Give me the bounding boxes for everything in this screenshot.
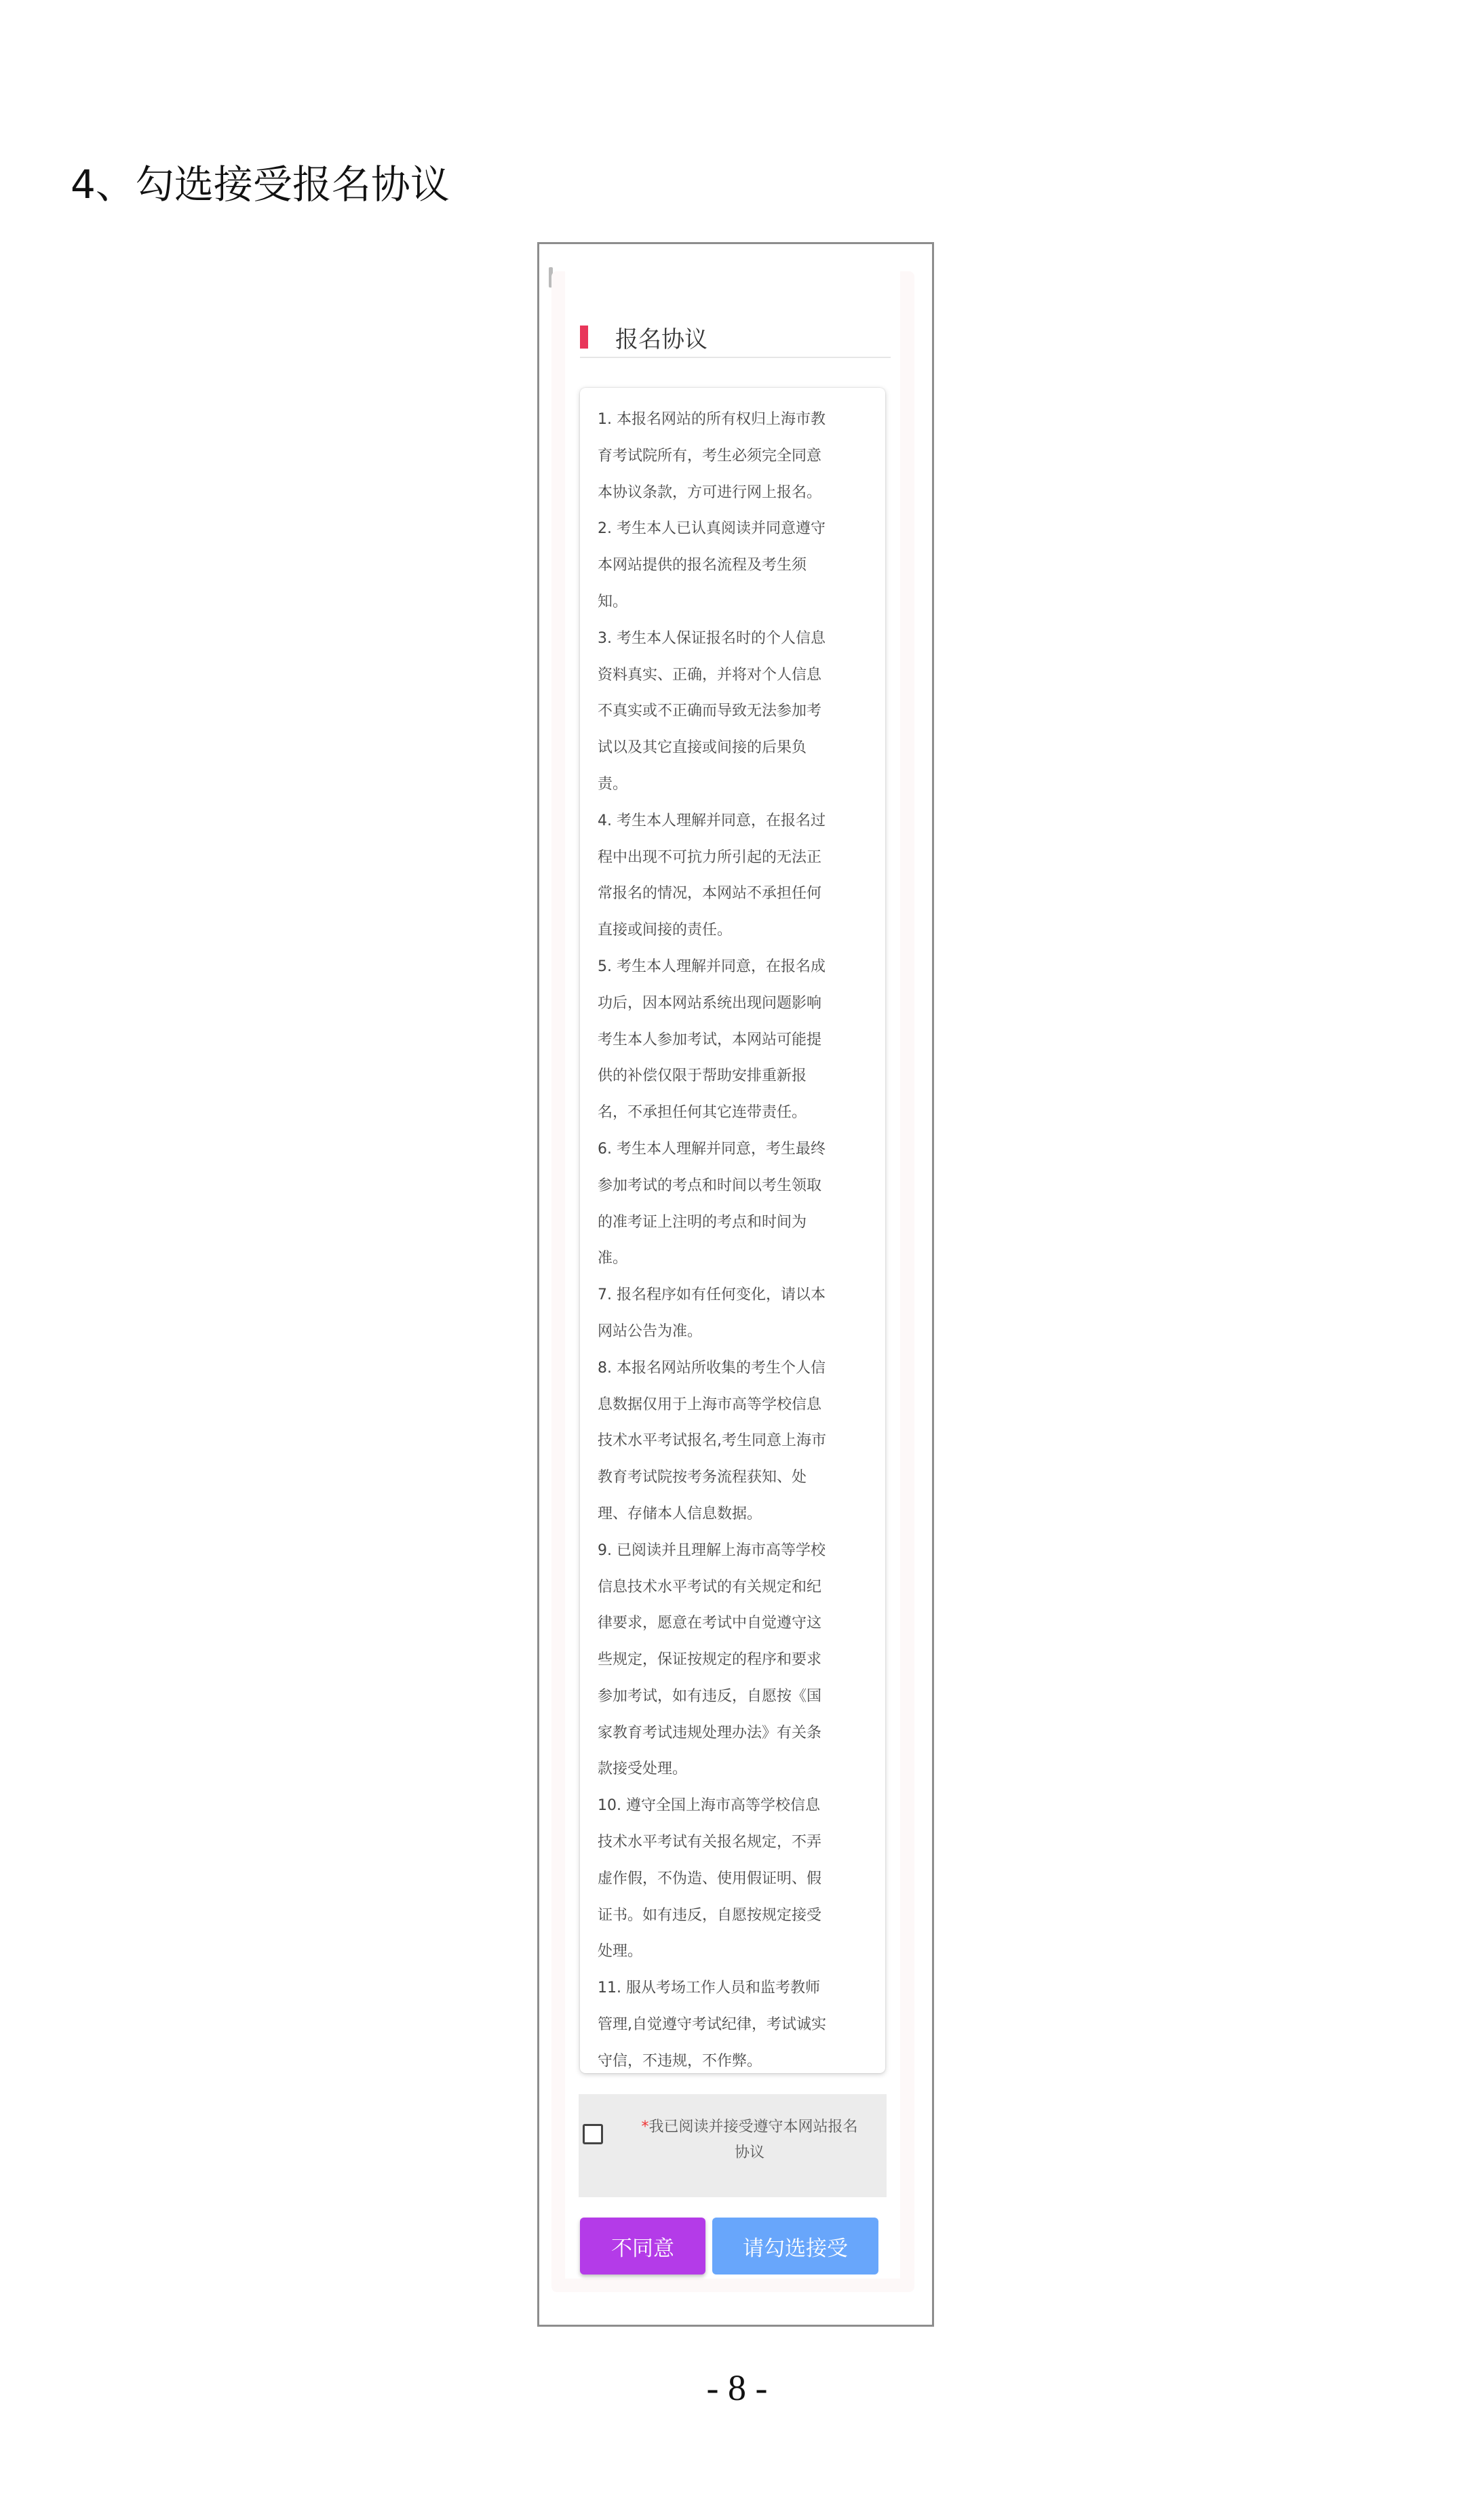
agreement-line: 6. 考生本人理解并同意，考生最终 bbox=[598, 1140, 826, 1158]
agreement-line: 供的补偿仅限于帮助安排重新报 bbox=[598, 1067, 807, 1085]
agreement-line: 虚作假，不伪造、使用假证明、假 bbox=[598, 1870, 822, 1887]
agreement-line: 知。 bbox=[598, 593, 628, 610]
agreement-line: 家教育考试违规处理办法》有关条 bbox=[598, 1724, 822, 1741]
agreement-line: 网站公告为准。 bbox=[598, 1322, 703, 1340]
agreement-line: 准。 bbox=[598, 1250, 628, 1267]
agreement-line: 技术水平考试报名,考生同意上海市 bbox=[598, 1432, 826, 1450]
agreement-line: 本协议条款，方可进行网上报名。 bbox=[598, 484, 822, 501]
agreement-line: 证书。如有违反，自愿按规定接受 bbox=[598, 1906, 822, 1924]
agreement-line: 款接受处理。 bbox=[598, 1760, 688, 1778]
accept-button[interactable]: 请勾选接受 bbox=[712, 2218, 878, 2275]
agreement-line: 功后，因本网站系统出现问题影响 bbox=[598, 994, 822, 1012]
agreement-line: 守信，不违规，不作弊。 bbox=[598, 2052, 762, 2070]
agreement-line: 不真实或不正确而导致无法参加考 bbox=[598, 703, 822, 720]
required-mark: * bbox=[641, 2119, 649, 2135]
consent-label-line1: 我已阅读并接受遵守本网站报名 bbox=[648, 2119, 858, 2135]
agreement-line: 参加考试的考点和时间以考生领取 bbox=[598, 1177, 822, 1194]
phone-screen bbox=[551, 271, 914, 2292]
title-accent-bar bbox=[580, 326, 588, 349]
agreement-line: 直接或间接的责任。 bbox=[598, 922, 733, 939]
agreement-line: 参加考试，如有违反，自愿按《国 bbox=[598, 1687, 822, 1705]
agreement-line: 管理,自觉遵守考试纪律，考试诚实 bbox=[598, 2016, 826, 2034]
section-title: 报名协议 bbox=[615, 326, 707, 353]
agreement-line: 7. 报名程序如有任何变化，请以本 bbox=[598, 1286, 826, 1304]
agreement-line: 教育考试院按考务流程获知、处 bbox=[598, 1469, 807, 1487]
section-header bbox=[580, 317, 891, 358]
agreement-line: 试以及其它直接或间接的后果负 bbox=[598, 739, 807, 757]
agreement-line: 名，不承担任何其它连带责任。 bbox=[598, 1104, 807, 1122]
agreement-line: 11. 服从考场工作人员和监考教师 bbox=[598, 1980, 820, 1997]
agreement-line: 责。 bbox=[598, 775, 628, 793]
agreement-line: 3. 考生本人保证报名时的个人信息 bbox=[598, 629, 826, 647]
agreement-line: 1. 本报名网站的所有权归上海市教 bbox=[598, 411, 826, 428]
agreement-line: 的准考证上注明的考点和时间为 bbox=[598, 1213, 807, 1231]
screenshot-frame bbox=[537, 242, 934, 2327]
agreement-line: 律要求，愿意在考试中自觉遵守这 bbox=[598, 1615, 822, 1632]
agreement-line: 理、存储本人信息数据。 bbox=[598, 1505, 762, 1522]
agreement-line: 10. 遵守全国上海市高等学校信息 bbox=[598, 1797, 820, 1815]
consent-label[interactable] bbox=[621, 2114, 878, 2166]
agreement-line: 息数据仅用于上海市高等学校信息 bbox=[598, 1396, 822, 1413]
page-number: - 8 - bbox=[706, 2367, 768, 2408]
agreement-line: 2. 考生本人已认真阅读并同意遵守 bbox=[598, 520, 826, 538]
agreement-line: 4. 考生本人理解并同意，在报名过 bbox=[598, 812, 826, 829]
consent-label-line2: 协议 bbox=[734, 2144, 764, 2161]
consent-row bbox=[579, 2094, 887, 2197]
disagree-button[interactable]: 不同意 bbox=[580, 2218, 705, 2275]
agreement-card bbox=[565, 271, 900, 2279]
agreement-line: 育考试院所有，考生必须完全同意 bbox=[598, 447, 822, 465]
consent-checkbox[interactable] bbox=[583, 2124, 603, 2144]
agreement-line: 9. 已阅读并且理解上海市高等学校 bbox=[598, 1541, 826, 1559]
step-heading: 4、勾选接受报名协议 bbox=[71, 161, 450, 208]
agreement-line: 考生本人参加考试，本网站可能提 bbox=[598, 1031, 822, 1048]
agreement-line: 8. 本报名网站所收集的考生个人信 bbox=[598, 1359, 826, 1377]
agreement-text-box[interactable] bbox=[580, 388, 885, 2073]
agreement-line: 常报名的情况，本网站不承担任何 bbox=[598, 885, 822, 903]
agreement-line: 本网站提供的报名流程及考生须 bbox=[598, 557, 807, 574]
agreement-line: 些规定，保证按规定的程序和要求 bbox=[598, 1651, 822, 1669]
agreement-line: 处理。 bbox=[598, 1943, 643, 1961]
agreement-line: 技术水平考试有关报名规定，不弄 bbox=[598, 1834, 822, 1851]
agreement-line: 程中出现不可抗力所引起的无法正 bbox=[598, 848, 822, 866]
agreement-line: 信息技术水平考试的有关规定和纪 bbox=[598, 1578, 822, 1596]
agreement-line: 资料真实、正确，并将对个人信息 bbox=[598, 666, 822, 684]
agreement-line: 5. 考生本人理解并同意，在报名成 bbox=[598, 958, 826, 975]
